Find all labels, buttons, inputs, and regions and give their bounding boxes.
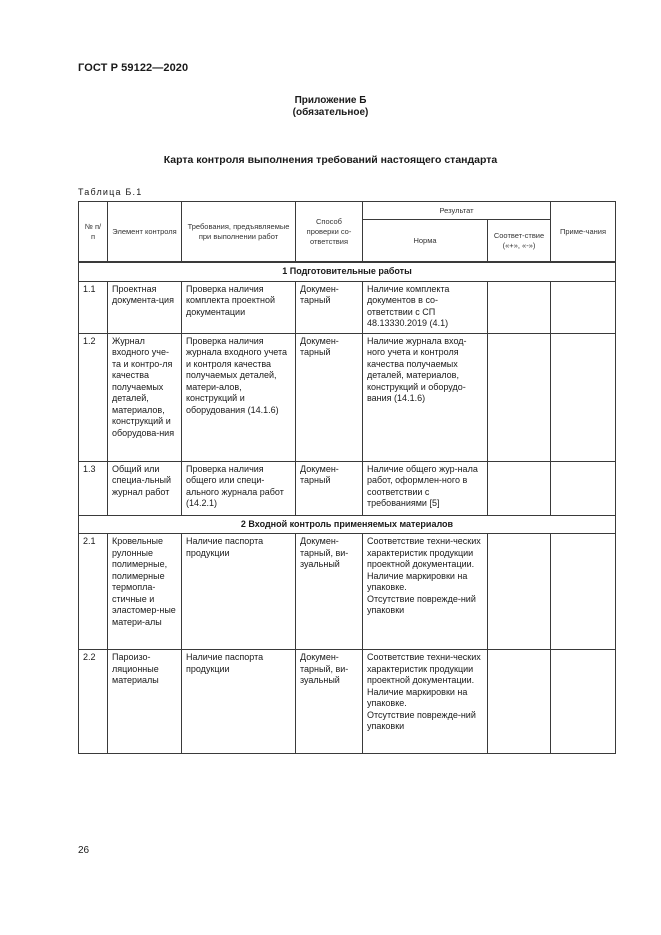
cell-requirements: Проверка наличия журнала входного учета и контроля качества получаемых деталей, матери-алов, конструкций и оборудования (14.1.6) <box>182 333 296 461</box>
cell-conformity <box>488 461 551 515</box>
cell-num: 2.1 <box>79 534 108 650</box>
table-row <box>79 650 616 754</box>
table-header <box>79 202 616 263</box>
cell-element: Пароизо-ляционные материалы <box>108 650 182 754</box>
cell-notes <box>551 534 616 650</box>
header-requirements: Требования, предъявляемые при выполнении работ <box>182 202 296 262</box>
header-norm: Норма <box>363 220 488 262</box>
document-title: Карта контроля выполнения требований настоящего стандарта <box>163 154 498 166</box>
cell-notes <box>551 281 616 333</box>
cell-method: Докумен-тарный, ви-зуальный <box>296 650 363 754</box>
table-row <box>79 534 616 650</box>
header-num: № п/п <box>79 202 108 262</box>
cell-requirements: Наличие паспорта продукции <box>182 650 296 754</box>
cell-method: Докумен-тарный <box>296 333 363 461</box>
cell-element: Проектная документа-ция <box>108 281 182 333</box>
cell-conformity <box>488 534 551 650</box>
cell-element: Общий или специа-льный журнал работ <box>108 461 182 515</box>
document-code: ГОСТ Р 59122—2020 <box>78 62 189 74</box>
cell-notes <box>551 461 616 515</box>
appendix-status: (обязательное) <box>292 107 369 118</box>
table-row <box>79 461 616 515</box>
cell-num: 1.2 <box>79 333 108 461</box>
cell-norm: Соответствие техни-ческих характеристик продукции проектной документации. Наличие маркировки на упаковке. Отсутствие поврежде-ний упаковки <box>363 650 488 754</box>
cell-requirements: Проверка наличия комплекта проектной документации <box>182 281 296 333</box>
cell-norm: Соответствие техни-ческих характеристик продукции проектной документации. Наличие маркировки на упаковке. Отсутствие поврежде-ний упаковки <box>363 534 488 650</box>
table-row <box>79 281 616 333</box>
cell-conformity <box>488 281 551 333</box>
header-conformity: Соответ-ствие («+», «-») <box>488 220 551 262</box>
cell-num: 1.1 <box>79 281 108 333</box>
header-element: Элемент контроля <box>108 202 182 262</box>
section-row <box>79 263 616 282</box>
section-row <box>79 515 616 534</box>
table-body <box>79 263 616 754</box>
cell-conformity <box>488 650 551 754</box>
cell-norm: Наличие журнала вход-ного учета и контроля качества получаемых деталей, материалов, конструкций и оборудо-вания (14.1.6) <box>363 333 488 461</box>
cell-notes <box>551 333 616 461</box>
section-title: 1 Подготовительные работы <box>79 263 616 282</box>
table-label: Таблица Б.1 <box>78 187 143 197</box>
cell-norm: Наличие общего жур-нала работ, оформлен-ного в соответствии с требованиями [5] <box>363 461 488 515</box>
cell-norm: Наличие комплекта документов в со-ответствии с СП 48.13330.2019 (4.1) <box>363 281 488 333</box>
page-number: 26 <box>78 845 90 856</box>
cell-method: Докумен-тарный <box>296 281 363 333</box>
cell-element: Кровельные рулонные полимерные, полимерные термопла-стичные и эластомер-ные матери-алы <box>108 534 182 650</box>
cell-num: 1.3 <box>79 461 108 515</box>
cell-requirements: Проверка наличия общего или специ-ального журнала работ (14.2.1) <box>182 461 296 515</box>
header-result: Результат <box>363 202 551 220</box>
section-title: 2 Входной контроль применяемых материалов <box>79 515 616 534</box>
cell-num: 2.2 <box>79 650 108 754</box>
cell-method: Докумен-тарный <box>296 461 363 515</box>
header-notes: Приме-чания <box>551 202 616 262</box>
header-method: Способ проверки со-ответствия <box>296 202 363 262</box>
control-table <box>78 201 616 754</box>
cell-notes <box>551 650 616 754</box>
cell-method: Докумен-тарный, ви-зуальный <box>296 534 363 650</box>
cell-element: Журнал входного уче-та и контро-ля качества получаемых деталей, материалов, конструкций и оборудова-ния <box>108 333 182 461</box>
appendix-title: Приложение Б <box>294 95 367 106</box>
table-row <box>79 333 616 461</box>
cell-conformity <box>488 333 551 461</box>
cell-requirements: Наличие паспорта продукции <box>182 534 296 650</box>
